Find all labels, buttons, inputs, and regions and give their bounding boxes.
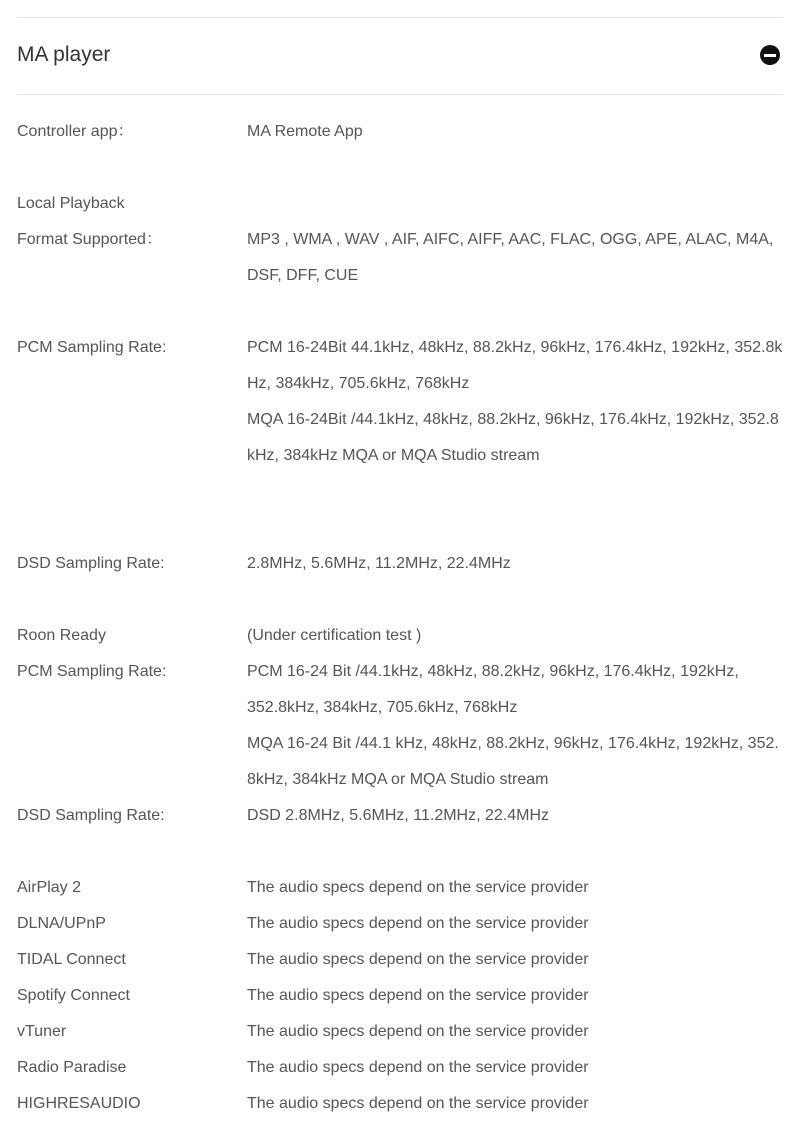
spec-value: PCM 16-24Bit 44.1kHz, 48kHz, 88.2kHz, 96kHz, 176.4kHz, 192kHz, 352.8kHz, 384kHz, 705.6kHz, 768kHz <box>247 339 783 392</box>
service-value: The audio specs depend on the service provider <box>247 915 589 932</box>
spec-value: 2.8MHz, 5.6MHz, 11.2MHz, 22.4MHz <box>247 555 511 572</box>
accordion-header-ma-player[interactable] <box>17 18 783 95</box>
section-title: MA player <box>17 43 111 66</box>
spec-list <box>17 114 783 1122</box>
spec-value: (Under certification test ) <box>247 627 422 644</box>
spec-row-service <box>17 1050 783 1086</box>
spec-group-heading: Roon Ready <box>17 627 106 644</box>
spec-value: MQA 16-24Bit /44.1kHz, 48kHz, 88.2kHz, 96kHz, 176.4kHz, 192kHz, 352.8kHz, 384kHz MQA or MQA Studio stream <box>247 411 779 464</box>
spacer <box>17 582 783 618</box>
service-value: The audio specs depend on the service provider <box>247 1095 589 1112</box>
service-label: vTuner <box>17 1023 67 1040</box>
spec-row-pcm-sampling-rate <box>17 330 783 474</box>
spec-row-service <box>17 1086 783 1122</box>
spec-label: DSD Sampling Rate: <box>17 807 165 824</box>
spec-row-roon-ready <box>17 618 783 654</box>
spec-row-local-playback <box>17 186 783 222</box>
spec-row-service <box>17 1014 783 1050</box>
spacer <box>17 294 783 330</box>
spec-row-format-supported <box>17 222 783 294</box>
spec-value: 352.8kHz, 384kHz, 705.6kHz, 768kHz <box>247 699 518 716</box>
service-label: AirPlay 2 <box>17 879 82 896</box>
spec-value: MP3 , WMA , WAV , AIF, AIFC, AIFF, AAC, FLAC, OGG, APE, ALAC, M4A, DSF, DFF, CUE <box>247 231 774 284</box>
service-label: Radio Paradise <box>17 1059 127 1076</box>
minus-circle-icon[interactable] <box>760 45 780 65</box>
service-value: The audio specs depend on the service provider <box>247 987 589 1004</box>
service-value: The audio specs depend on the service provider <box>247 951 589 968</box>
spec-value: DSD 2.8MHz, 5.6MHz, 11.2MHz, 22.4MHz <box>247 807 550 824</box>
spec-label: Format Supported： <box>17 231 162 248</box>
spec-row-roon-pcm-sampling-rate <box>17 654 783 798</box>
spec-group-heading: Local Playback <box>17 195 125 212</box>
spec-value: MA Remote App <box>247 123 363 140</box>
spec-row-controller-app <box>17 114 783 150</box>
service-value: The audio specs depend on the service provider <box>247 1023 589 1040</box>
spacer <box>17 150 783 186</box>
spec-row-roon-dsd-sampling-rate <box>17 798 783 834</box>
spec-row-service <box>17 870 783 906</box>
spec-label: PCM Sampling Rate: <box>17 339 167 356</box>
spec-label: DSD Sampling Rate: <box>17 555 165 572</box>
service-value: The audio specs depend on the service provider <box>247 879 589 896</box>
service-label: TIDAL Connect <box>17 951 126 968</box>
spec-row-service <box>17 906 783 942</box>
spec-row-dsd-sampling-rate <box>17 546 783 582</box>
spacer <box>17 474 783 546</box>
spec-label: Controller app： <box>17 123 134 140</box>
spacer <box>17 834 783 870</box>
spec-label: PCM Sampling Rate: <box>17 663 167 680</box>
spec-row-service <box>17 978 783 1014</box>
service-label: Spotify Connect <box>17 987 130 1004</box>
spec-value: PCM 16-24 Bit /44.1kHz, 48kHz, 88.2kHz, 96kHz, 176.4kHz, 192kHz, <box>247 663 739 680</box>
service-label: DLNA/UPnP <box>17 915 106 932</box>
spec-row-service <box>17 942 783 978</box>
service-label: HIGHRESAUDIO <box>17 1095 141 1112</box>
service-value: The audio specs depend on the service provider <box>247 1059 589 1076</box>
spec-value: MQA 16-24 Bit /44.1 kHz, 48kHz, 88.2kHz, 96kHz, 176.4kHz, 192kHz, 352.8kHz, 384kHz MQA or MQA Studio stream <box>247 735 779 788</box>
